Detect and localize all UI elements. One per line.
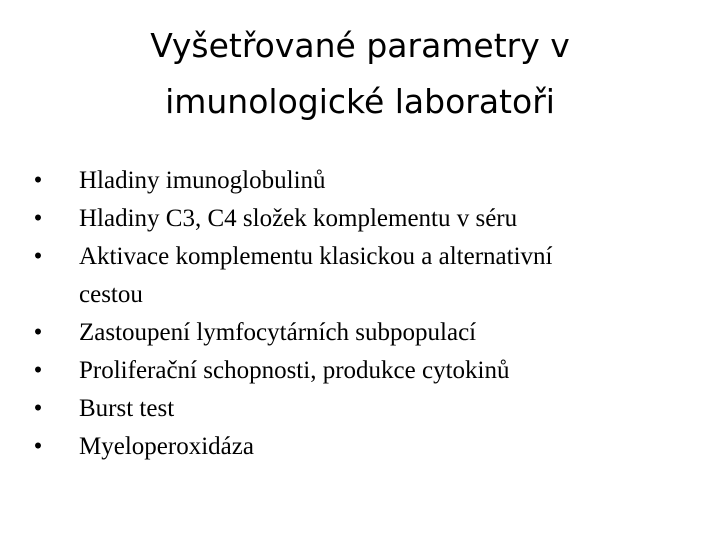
bullet-text-continuation: cestou bbox=[79, 281, 143, 308]
bullet-dot-icon: • bbox=[33, 433, 43, 460]
title-line-1: Vyšetřované parametry v bbox=[150, 26, 570, 65]
bullet-text: Hladiny imunoglobulinů bbox=[79, 167, 326, 194]
bullet-item-proliferation bbox=[28, 352, 708, 390]
bullet-item-lymphocyte-subpopulations bbox=[28, 314, 708, 352]
bullet-dot-icon: • bbox=[33, 167, 43, 194]
bullet-dot-icon: • bbox=[33, 243, 43, 270]
bullet-item-complement-activation bbox=[28, 238, 708, 314]
bullet-text: Burst test bbox=[79, 395, 175, 422]
bullet-item-burst-test bbox=[28, 390, 708, 428]
bullet-list bbox=[28, 162, 708, 466]
bullet-dot-icon: • bbox=[33, 319, 43, 346]
bullet-text: Hladiny C3, C4 složek komplementu v séru bbox=[79, 205, 518, 232]
bullet-item-immunoglobulins bbox=[28, 162, 708, 200]
bullet-text: Zastoupení lymfocytárních subpopulací bbox=[79, 319, 477, 346]
bullet-item-myeloperoxidase bbox=[28, 428, 708, 466]
bullet-text: Aktivace komplementu klasickou a alternativní bbox=[79, 243, 553, 270]
bullet-text: Myeloperoxidáza bbox=[79, 433, 254, 460]
slide-title bbox=[60, 18, 660, 130]
bullet-text: Proliferační schopnosti, produkce cytokinů bbox=[79, 357, 510, 384]
bullet-item-complement-levels bbox=[28, 200, 708, 238]
bullet-dot-icon: • bbox=[33, 205, 43, 232]
bullet-dot-icon: • bbox=[33, 357, 43, 384]
title-line-2: imunologické laboratoři bbox=[165, 82, 555, 121]
bullet-dot-icon: • bbox=[33, 395, 43, 422]
